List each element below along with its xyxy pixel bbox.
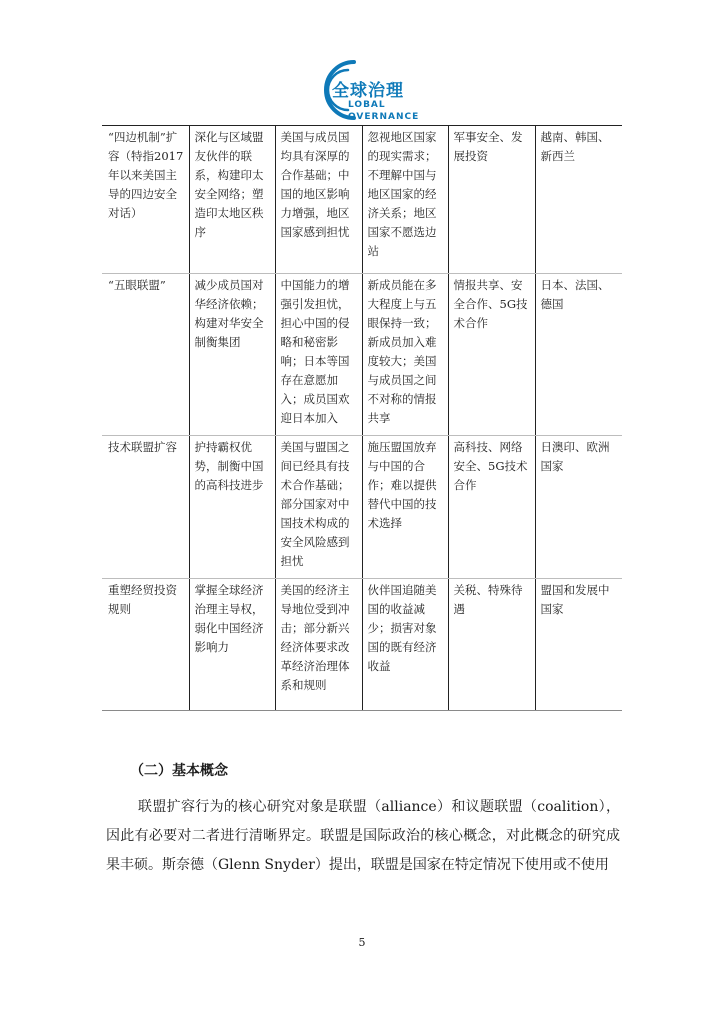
table-cell: 施压盟国放弃与中国的合作；难以提供替代中国的技术选择 — [362, 436, 448, 579]
table-cell: 情报共享、安全合作、5G技术合作 — [448, 274, 535, 436]
table-cell: 伙伴国追随美国的收益减少；损害对象国的既有经济收益 — [362, 579, 448, 711]
table-cell: 掌握全球经济治理主导权，弱化中国经济影响力 — [189, 579, 275, 711]
table-cell: 军事安全、发展投资 — [448, 126, 535, 274]
table-cell: 新成员能在多大程度上与五眼保持一致；新成员加入难度较大；美国与成员国之间不对称的情报共享 — [362, 274, 448, 436]
table-cell: “四边机制”扩容（特指2017年以来美国主导的四边安全对话） — [102, 126, 189, 274]
table-cell: 美国与盟国之间已经具有技术合作基础；部分国家对中国技术构成的安全风险感到担忧 — [275, 436, 362, 579]
table-cell: 越南、韩国、新西兰 — [535, 126, 622, 274]
table-row — [102, 436, 622, 579]
table-cell: 减少成员国对华经济依赖；构建对华安全制衡集团 — [189, 274, 275, 436]
table-cell: 日本、法国、德国 — [535, 274, 622, 436]
table-row — [102, 579, 622, 711]
table-cell: 高科技、网络安全、5G技术合作 — [448, 436, 535, 579]
table-cell: 忽视地区国家的现实需求；不理解中国与地区国家的经济关系；地区国家不愿选边站 — [362, 126, 448, 274]
table-cell: 盟国和发展中国家 — [535, 579, 622, 711]
logo-chinese-text: 全球治理 — [332, 81, 404, 101]
logo-english-line2: OVERNANCE — [348, 112, 420, 122]
table-cell: 美国与成员国均具有深厚的合作基础；中国的地区影响力增强，地区国家感到担忧 — [275, 126, 362, 274]
table-cell: “五眼联盟” — [102, 274, 189, 436]
table-cell: 重塑经贸投资规则 — [102, 579, 189, 711]
table-cell: 深化与区域盟友伙伴的联系，构建印太安全网络；塑造印太地区秩序 — [189, 126, 275, 274]
section-heading: （二）基本概念 — [130, 763, 228, 779]
table-cell: 美国的经济主导地位受到冲击；部分新兴经济体要求改革经济治理体系和规则 — [275, 579, 362, 711]
table-row — [102, 274, 622, 436]
table-cell: 中国能力的增强引发担忧，担心中国的侵略和秘密影响；日本等国存在意愿加入；成员国欢迎日本加入 — [275, 274, 362, 436]
paragraph-text: 联盟扩容行为的核心研究对象是联盟（alliance）和议题联盟（coalition），因此有必要对二者进行清晰界定。联盟是国际政治的核心概念，对此概念的研究成果丰硕。斯奈德（Glenn Snyder）提出，联盟是国家在特定情况下使用或不使用 — [106, 799, 620, 873]
page-number: 5 — [358, 936, 366, 949]
alliance-expansion-table — [102, 125, 622, 711]
table-cell: 关税、特殊待遇 — [448, 579, 535, 711]
table-row — [102, 126, 622, 274]
logo-english-line1: LOBAL — [348, 100, 386, 110]
table-cell: 日澳印、欧洲国家 — [535, 436, 622, 579]
table-cell: 护持霸权优势，制衡中国的高科技进步 — [189, 436, 275, 579]
body-paragraph — [106, 793, 620, 880]
table-cell: 技术联盟扩容 — [102, 436, 189, 579]
global-governance-logo — [302, 52, 432, 130]
